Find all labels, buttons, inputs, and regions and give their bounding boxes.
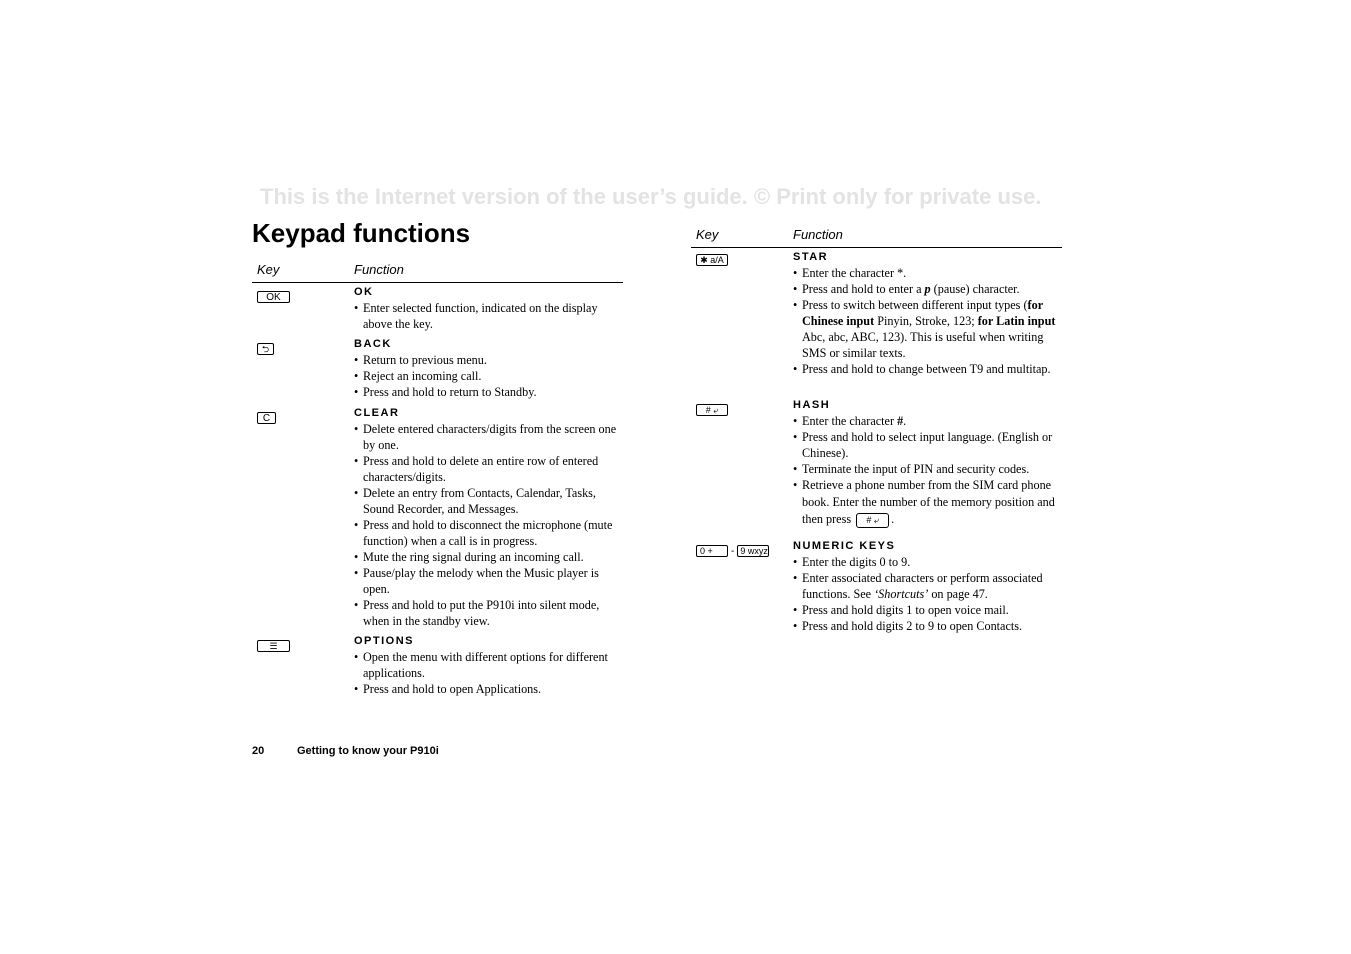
page-number: 20 [252,745,265,757]
list-item: • Press and hold to select input language. (English or Chinese). [793,429,1062,461]
page-footer [252,745,439,757]
list-item: • Retrieve a phone number from the SIM card phone book. Enter the number of the memory position and then press # ⤶ . [793,477,1062,528]
hash-key-icon: # ⤶ [856,513,889,528]
function-name-ok: OK [354,286,374,298]
table-row-ok [252,283,623,335]
page-title: Keypad functions [252,218,471,248]
list-item: • Delete an entry from Contacts, Calendar, Tasks, Sound Recorder, and Messages. [354,485,623,517]
list-item: • Open the menu with different options for different applications. [354,649,623,681]
list-item: • Press and hold to return to Standby. [354,384,623,400]
hash-key-icon: # ⤶ [696,404,728,416]
nine-key-icon: 9 wxyz [737,545,769,557]
list-item: • Enter the character #. [793,413,1062,429]
function-list-star [793,265,1062,377]
list-item: • Press and hold digits 1 to open voice mail. [793,602,1062,618]
star-key-icon: ✱ a/A [696,254,728,266]
header-function: Function [793,227,843,242]
list-item: • Press to switch between different input types (for Chinese input Pinyin, Stroke, 123; for Latin input Abc, abc, ABC, 123). This is useful when writing SMS or similar texts. [793,297,1062,361]
keypad-table-right [691,227,1062,634]
ok-key-icon: OK [257,291,290,303]
list-item: • Enter selected function, indicated on the display above the key. [354,300,623,332]
range-dash: - [731,545,735,557]
watermark: This is the Internet version of the user’s guide. © Print only for private use. [260,184,1042,209]
list-item: • Press and hold to put the P910i into silent mode, when in the standby view. [354,597,623,629]
cross-reference-link[interactable]: ‘Shortcuts’ [874,587,929,601]
list-item: • Return to previous menu. [354,352,623,368]
table-row-numeric [691,537,1062,634]
function-name-numeric: NUMERIC KEYS [793,540,896,552]
table-row-clear [252,404,623,632]
header-key: Key [696,227,719,242]
table-row-hash [691,396,1062,537]
function-list-ok [354,300,623,332]
header-function: Function [354,262,404,277]
function-name-hash: HASH [793,399,831,411]
function-name-back: BACK [354,338,392,350]
options-key-icon: ☰ [257,640,290,652]
function-name-clear: CLEAR [354,407,400,419]
header-key: Key [257,262,280,277]
list-item: • Enter the digits 0 to 9. [793,554,1062,570]
list-item: • Press and hold to enter a p (pause) character. [793,281,1062,297]
list-item: • Press and hold to open Applications. [354,681,623,697]
table-header [691,227,1062,248]
list-item: • Enter associated characters or perform associated functions. See ‘Shortcuts’ on page 47. [793,570,1062,602]
list-item: • Terminate the input of PIN and security codes. [793,461,1062,477]
function-list-hash [793,413,1062,528]
list-item: • Reject an incoming call. [354,368,623,384]
clear-key-icon: C [257,412,276,424]
table-header [252,262,623,283]
list-item: • Press and hold to delete an entire row of entered characters/digits. [354,453,623,485]
function-name-star: STAR [793,251,829,263]
function-name-options: OPTIONS [354,635,415,647]
function-list-options [354,649,623,697]
list-item: • Pause/play the melody when the Music player is open. [354,565,623,597]
table-row-options [252,632,623,697]
list-item: • Press and hold digits 2 to 9 to open Contacts. [793,618,1062,634]
function-list-clear [354,421,623,629]
function-list-back [354,352,623,400]
zero-key-icon: 0 + [696,545,728,557]
back-key-icon: ⮌ [257,343,274,355]
list-item: • Press and hold to change between T9 and multitap. [793,361,1062,377]
list-item: • Mute the ring signal during an incoming call. [354,549,623,565]
list-item: • Press and hold to disconnect the microphone (mute function) when a call is in progress. [354,517,623,549]
list-item: • Enter the character *. [793,265,1062,281]
table-row-star [691,248,1062,396]
table-row-back [252,335,623,404]
section-title: Getting to know your P910i [297,745,439,757]
function-list-numeric [793,554,1062,634]
keypad-table-left [252,262,623,697]
list-item: • Delete entered characters/digits from the screen one by one. [354,421,623,453]
